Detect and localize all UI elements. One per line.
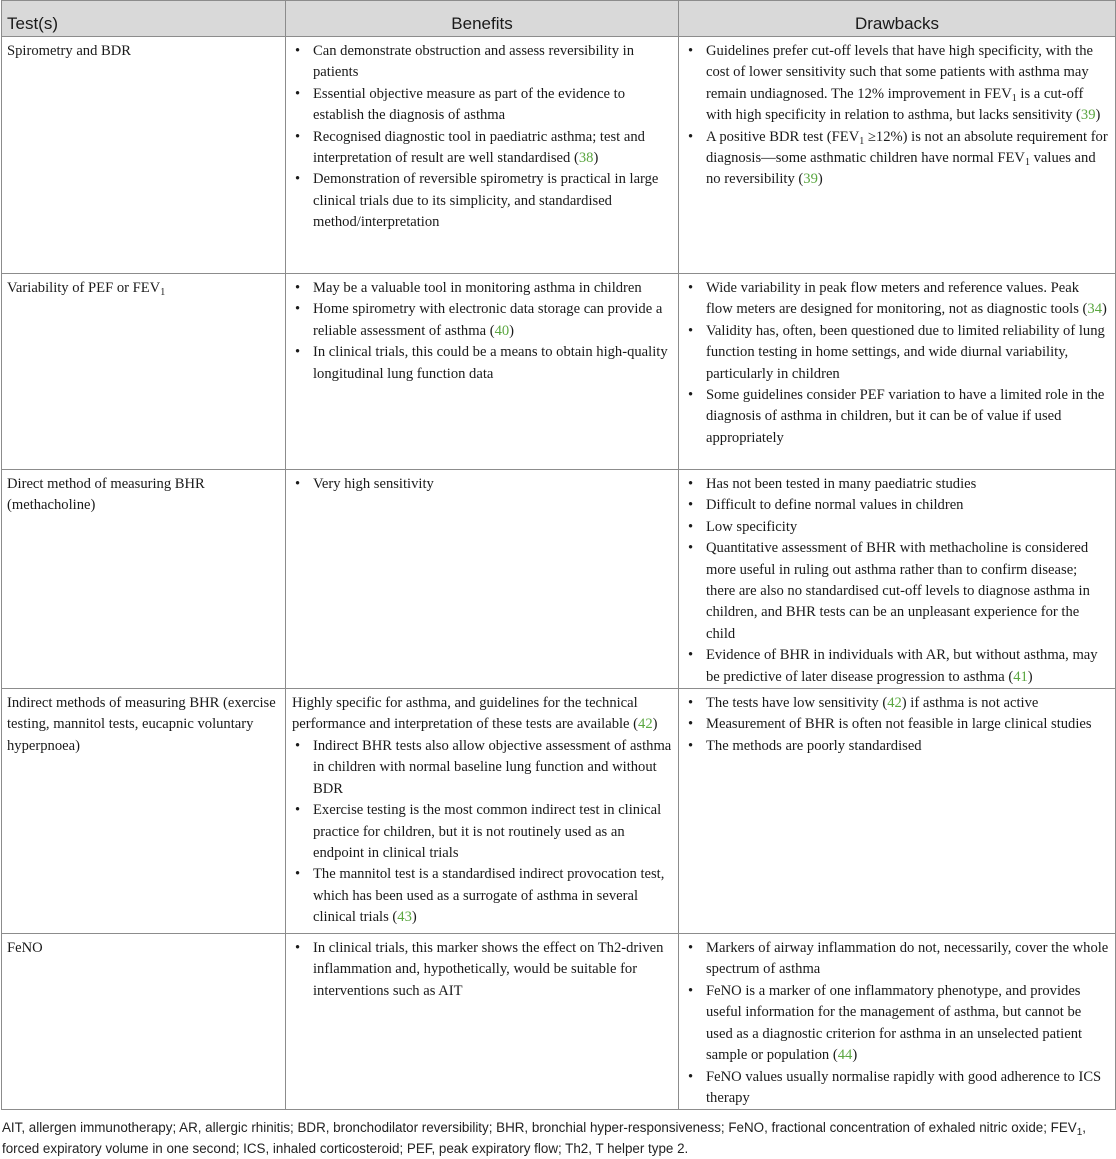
drawbacks-cell: [679, 470, 1116, 689]
benefit-item: • The mannitol test is a standardised indirect provocation test, which has been used as a surrogate of asthma in several clinical trials (43): [292, 864, 672, 928]
benefit-item: • Very high sensitivity: [292, 474, 672, 495]
drawback-item: • FeNO values usually normalise rapidly with good adherence to ICS therapy: [685, 1067, 1109, 1110]
drawback-item: • Markers of airway inflammation do not, necessarily, cover the whole spectrum of asthma: [685, 938, 1109, 981]
drawback-item: • Measurement of BHR is often not feasible in large clinical studies: [685, 714, 1109, 735]
test-name-cell: Indirect methods of measuring BHR (exercise testing, mannitol tests, eucapnic voluntary hyperpnoea): [2, 689, 286, 934]
table-body: [2, 37, 1116, 1110]
table-row: [2, 934, 1116, 1110]
benefits-list: [292, 736, 672, 929]
lung-function-tests-table: [1, 0, 1116, 1110]
table-row: [2, 274, 1116, 470]
drawbacks-list: [685, 693, 1109, 757]
reference-link[interactable]: 41: [1013, 668, 1028, 685]
table-footnote: [0, 1110, 1116, 1159]
drawback-item: • FeNO is a marker of one inflammatory phenotype, and provides useful information for the management of asthma, but cannot be used as a diagnostic criterion for asthma in an unselected patient sample or population (44): [685, 981, 1109, 1067]
drawbacks-cell: [679, 689, 1116, 934]
benefit-item: • Recognised diagnostic tool in paediatric asthma; test and interpretation of result are well standardised (38): [292, 127, 672, 170]
reference-link[interactable]: 40: [494, 322, 510, 339]
drawback-item: • Guidelines prefer cut-off levels that have high specificity, with the cost of lower sensitivity such that some patients with asthma may remain undiagnosed. The 12% improvement in $FEV_1$ is a cut-off with high specificity in relation to asthma, but lacks sensitivity (39): [685, 41, 1109, 127]
benefits-cell: [286, 37, 679, 274]
drawback-item: • Has not been tested in many paediatric studies: [685, 474, 1109, 495]
drawbacks-list: [685, 938, 1109, 1109]
table-row: [2, 470, 1116, 689]
benefits-list: [292, 938, 672, 1002]
header-drawbacks: Drawbacks: [679, 1, 1116, 37]
test-name-cell: Variability of PEF or $FEV_1$: [2, 274, 286, 470]
benefits-lead-text: Highly specific for asthma, and guidelines for the technical performance and interpretation of these tests are available (42): [292, 695, 658, 733]
benefit-item: • Indirect BHR tests also allow objective assessment of asthma in children with normal baseline lung function and without BDR: [292, 736, 672, 800]
benefit-item: • Exercise testing is the most common indirect test in clinical practice for children, but it is not routinely used as an endpoint in clinical trials: [292, 800, 672, 864]
drawback-item: • Some guidelines consider PEF variation to have a limited role in the diagnosis of asthma in children, but it can be of value if used appropriately: [685, 385, 1109, 449]
drawback-item: • The methods are poorly standardised: [685, 736, 1109, 757]
drawbacks-cell: [679, 934, 1116, 1110]
benefits-cell: [286, 470, 679, 689]
drawback-item: • Wide variability in peak flow meters and reference values. Peak flow meters are designed for monitoring, not as diagnostic tools (34): [685, 278, 1109, 321]
drawbacks-cell: [679, 274, 1116, 470]
benefit-item: • Home spirometry with electronic data storage can provide a reliable assessment of asthma (40): [292, 299, 672, 342]
table-row: [2, 37, 1116, 274]
drawback-item: • A positive BDR test $(FEV_1 \ge 12\%)$ is not an absolute requirement for diagnosis—some asthmatic children have normal $FEV_1$ values and no reversibility (39): [685, 127, 1109, 191]
benefit-item: • May be a valuable tool in monitoring asthma in children: [292, 278, 672, 299]
header-benefits: Benefits: [286, 1, 679, 37]
drawback-item: • Low specificity: [685, 517, 1109, 538]
benefit-item: • Can demonstrate obstruction and assess reversibility in patients: [292, 41, 672, 84]
benefit-item: • In clinical trials, this could be a means to obtain high-quality longitudinal lung function data: [292, 342, 672, 385]
drawback-item: • Quantitative assessment of BHR with methacholine is considered more useful in ruling out asthma rather than to confirm disease; there are also no standardised cut-off levels to diagnose asthma in children, and BHR tests can be an unpleasant experience for the child: [685, 538, 1109, 645]
drawbacks-cell: [679, 37, 1116, 274]
reference-link[interactable]: 44: [837, 1047, 853, 1064]
benefits-cell: [286, 689, 679, 934]
footnote-text: AIT, allergen immunotherapy; AR, allergic rhinitis; BDR, bronchodilator reversibility; BHR, bronchial hyper-responsiveness; FeNO, fractional concentration of exhaled nitric oxide; $FEV_1$, forced expiratory volume in one second; ICS, inhaled corticosteroid; PEF, peak expiratory flow; Th2, T helper type 2.: [2, 1120, 1086, 1156]
header-test: Test(s): [2, 1, 286, 37]
reference-link[interactable]: 39: [1080, 107, 1096, 124]
test-name-cell: Spirometry and BDR: [2, 37, 286, 274]
table-header-row: [2, 1, 1116, 37]
reference-link[interactable]: 42: [638, 716, 653, 733]
benefit-item: • In clinical trials, this marker shows the effect on Th2-driven inflammation and, hypothetically, would be suitable for interventions such as AIT: [292, 938, 672, 1002]
benefits-list: [292, 278, 672, 385]
drawbacks-list: [685, 474, 1109, 688]
reference-link[interactable]: 42: [887, 695, 902, 712]
table-row: [2, 689, 1116, 934]
drawback-item: • The tests have low sensitivity (42) if asthma is not active: [685, 693, 1109, 714]
drawback-item: • Validity has, often, been questioned due to limited reliability of lung function testing in home settings, and wide diurnal variability, particularly in children: [685, 321, 1109, 385]
reference-link[interactable]: 39: [803, 171, 818, 188]
drawback-item: • Difficult to define normal values in children: [685, 495, 1109, 516]
benefits-cell: [286, 274, 679, 470]
benefits-list: [292, 474, 672, 495]
benefit-item: • Demonstration of reversible spirometry is practical in large clinical trials due to its simplicity, and standardised method/interpretation: [292, 169, 672, 233]
reference-link[interactable]: 43: [397, 909, 412, 926]
drawbacks-list: [685, 41, 1109, 191]
test-name-cell: FeNO: [2, 934, 286, 1110]
reference-link[interactable]: 34: [1087, 301, 1102, 318]
benefit-item: • Essential objective measure as part of the evidence to establish the diagnosis of asthma: [292, 84, 672, 127]
drawbacks-list: [685, 278, 1109, 449]
reference-link[interactable]: 38: [578, 150, 594, 167]
benefits-list: [292, 41, 672, 234]
drawback-item: • Evidence of BHR in individuals with AR, but without asthma, may be predictive of later disease progression to asthma (41): [685, 645, 1109, 688]
benefits-cell: [286, 934, 679, 1110]
test-name-cell: Direct method of measuring BHR (methacholine): [2, 470, 286, 689]
